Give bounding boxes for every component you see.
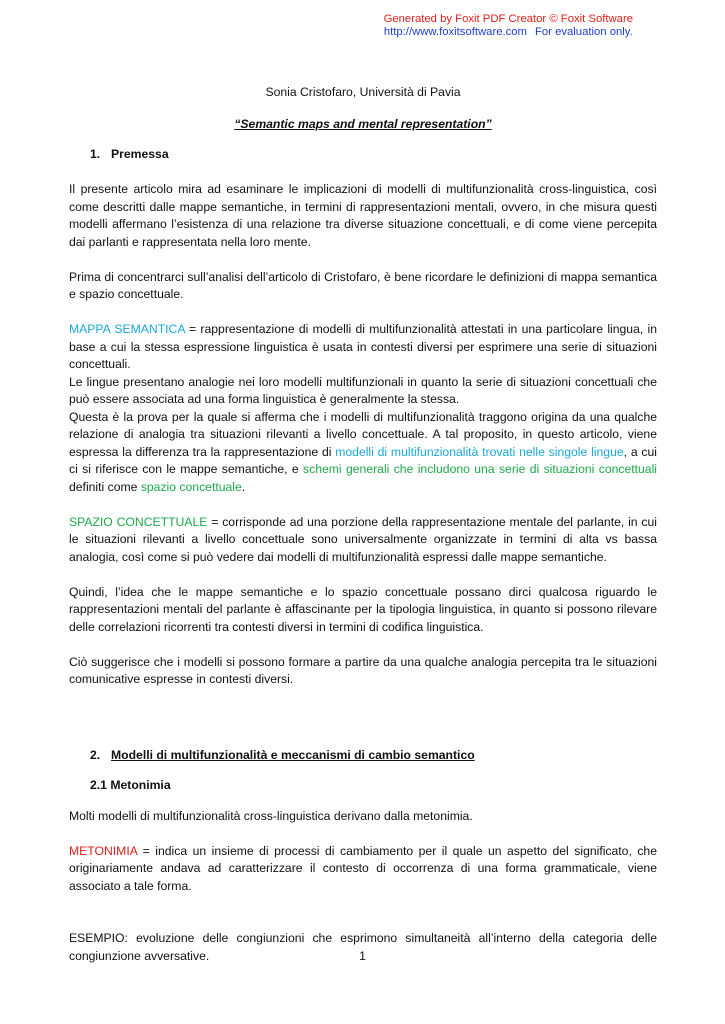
author-line: Sonia Cristofaro, Università di Pavia	[265, 85, 461, 99]
section-1-heading	[90, 146, 657, 164]
definition-spazio-concettuale: = corrisponde ad una porzione della rappresentazione mentale del parlante, in cui le situazioni rilevanti a livello concettuale sono universalmente organizzate in termini di alta vs bassa analogia, così come si può vedere dai modelli di multifunzionalità espressi dalle mappe semantiche.	[69, 514, 658, 564]
term-metonimia: METONIMIA	[69, 843, 138, 858]
paragraph-quindi: Quindi, l’idea che le mappe semantiche e lo spazio concettuale possano dirci qualcosa riguardo le rappresentazioni mentali del parlante è affascinante per la tipologia linguistica, in quanto si possono rilevare delle correlazioni ricorrenti tra contesti diversi in termini di codifica linguistica.	[69, 584, 657, 634]
watermark-line-1: Generated by Foxit PDF Creator © Foxit Software	[383, 13, 633, 25]
section-2-heading	[90, 747, 657, 765]
section-1-number: 1.	[90, 147, 101, 161]
foxit-watermark	[384, 13, 633, 39]
paragraph-metonimia-definition	[69, 843, 657, 896]
document-title	[69, 116, 657, 134]
paragraph-mappa-semantica	[69, 321, 657, 374]
paragraph-intro: Il presente articolo mira ad esaminare le implicazioni di modelli di multifunzionalità cross-linguistica, così come descritti dalle mappe semantiche, in termini di rappresentazioni mentali, ovvero, in che misura questi modelli affermano l’esistenza di una relazione tra diverse situazione concettuali, e di come viene percepita dai parlanti e rappresentata nella loro mente.	[69, 182, 657, 249]
paragraph-analogies: Le lingue presentano analogie nei loro modelli multifunzionali in quanto la serie di situazioni concettuali che può essere associata ad una forma linguistica è generalmente la stessa.	[69, 374, 657, 406]
subsection-2-1-heading: 2.1 Metonimia	[90, 778, 171, 792]
proof-text-c: definiti come	[69, 479, 141, 494]
paragraph-cio-suggerisce: Ciò suggerisce che i modelli si possono formare a partire da una qualche analogia percepita tra le situazioni comunicative espresse in contesti diversi.	[69, 654, 657, 686]
paragraph-spazio-concettuale	[69, 514, 657, 567]
watermark-line-2	[384, 26, 633, 39]
document-title-text: “Semantic maps and mental representation”	[234, 116, 492, 131]
section-2-number: 2.	[90, 747, 101, 762]
paragraph-definitions-intro: Prima di concentrarci sull’analisi dell’articolo di Cristofaro, è bene ricordare le definizioni di mappa semantica e spazio concettuale.	[69, 269, 657, 301]
proof-text-b: , a cui ci si riferisce con le mappe semantiche, e	[69, 444, 657, 476]
section-2-title: Modelli di multifunzionalità e meccanismi di cambio semantico	[111, 747, 475, 762]
proof-text-a: Questa è la prova per la quale si afferma che i modelli di multifunzionalità traggono origina da una qualche relazione di analogia tra situazioni rilevanti a livello concettuale. A tal proposito, in questo articolo, viene espressa la differenza tra la rappresentazione di	[69, 409, 657, 459]
watermark-url[interactable]: http://www.foxitsoftware.com	[383, 26, 527, 38]
section-1-title: Premessa	[111, 147, 169, 161]
proof-text-d: .	[241, 479, 246, 494]
highlight-single-language-models: modelli di multifunzionalità trovati nelle singole lingue	[335, 444, 624, 459]
highlight-spazio-concettuale: spazio concettuale	[140, 479, 242, 494]
term-spazio-concettuale: SPAZIO CONCETTUALE	[69, 514, 208, 529]
page-number: 1	[359, 949, 366, 963]
watermark-eval-note: For evaluation only.	[534, 26, 633, 38]
highlight-general-schemes: schemi generali che includono una serie di situazioni concettuali	[303, 462, 657, 476]
definition-mappa-semantica: = rappresentazione di modelli di multifunzionalità attestati in una particolare lingua, in base a cui la stessa espressione linguistica è usata in contesti diversi per esprimere una serie di situazioni concettuali.	[69, 322, 657, 371]
paragraph-proof	[69, 409, 657, 497]
paragraph-esempio: ESEMPIO: evoluzione delle congiunzioni che esprimono simultaneità all’interno della categoria delle congiunzione avversative.	[69, 931, 657, 963]
term-mappa-semantica: MAPPA SEMANTICA	[69, 322, 185, 336]
document-body	[69, 84, 657, 965]
paragraph-metonimia-intro: Molti modelli di multifunzionalità cross-linguistica derivano dalla metonimia.	[69, 808, 473, 823]
definition-metonimia: = indica un insieme di processi di cambiamento per il quale un aspetto del significato, che originariamente andava ad caratterizzare il contesto di occorrenza di una forma grammaticale, viene associato a tale forma.	[69, 843, 657, 893]
